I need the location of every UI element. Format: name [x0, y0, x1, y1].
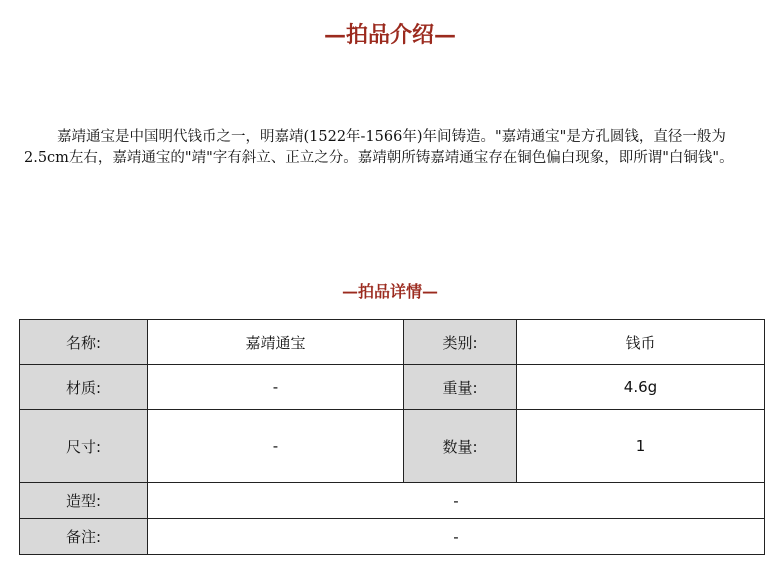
category-label: 类别: — [404, 320, 517, 365]
quantity-value: 1 — [517, 410, 765, 483]
details-table — [19, 319, 765, 555]
category-value: 钱币 — [517, 320, 765, 365]
intro-section-title: —拍品介绍— — [323, 22, 456, 48]
table-row — [20, 365, 765, 410]
remark-value: - — [148, 519, 765, 555]
name-value: 嘉靖通宝 — [148, 320, 404, 365]
size-value: - — [148, 410, 404, 483]
quantity-label: 数量: — [404, 410, 517, 483]
remark-label: 备注: — [20, 519, 148, 555]
shape-label: 造型: — [20, 483, 148, 519]
table-row — [20, 483, 765, 519]
material-value: - — [148, 365, 404, 410]
size-label: 尺寸: — [20, 410, 148, 483]
intro-paragraph: 嘉靖通宝是中国明代钱币之一，明嘉靖(1522年-1566年)年间铸造。"嘉靖通宝"是方孔圆钱，直径一般为2.5cm左右，嘉靖通宝的"靖"字有斜立、正立之分。嘉靖朝所铸嘉靖通宝存在铜色偏白现象，即所谓"白铜钱"。 — [24, 129, 734, 166]
weight-label: 重量: — [404, 365, 517, 410]
material-label: 材质: — [20, 365, 148, 410]
table-row — [20, 320, 765, 365]
table-row — [20, 519, 765, 555]
name-label: 名称: — [20, 320, 148, 365]
shape-value: - — [148, 483, 765, 519]
weight-value: 4.6g — [517, 365, 765, 410]
details-section-title: —拍品详情— — [341, 282, 438, 301]
table-row — [20, 410, 765, 483]
